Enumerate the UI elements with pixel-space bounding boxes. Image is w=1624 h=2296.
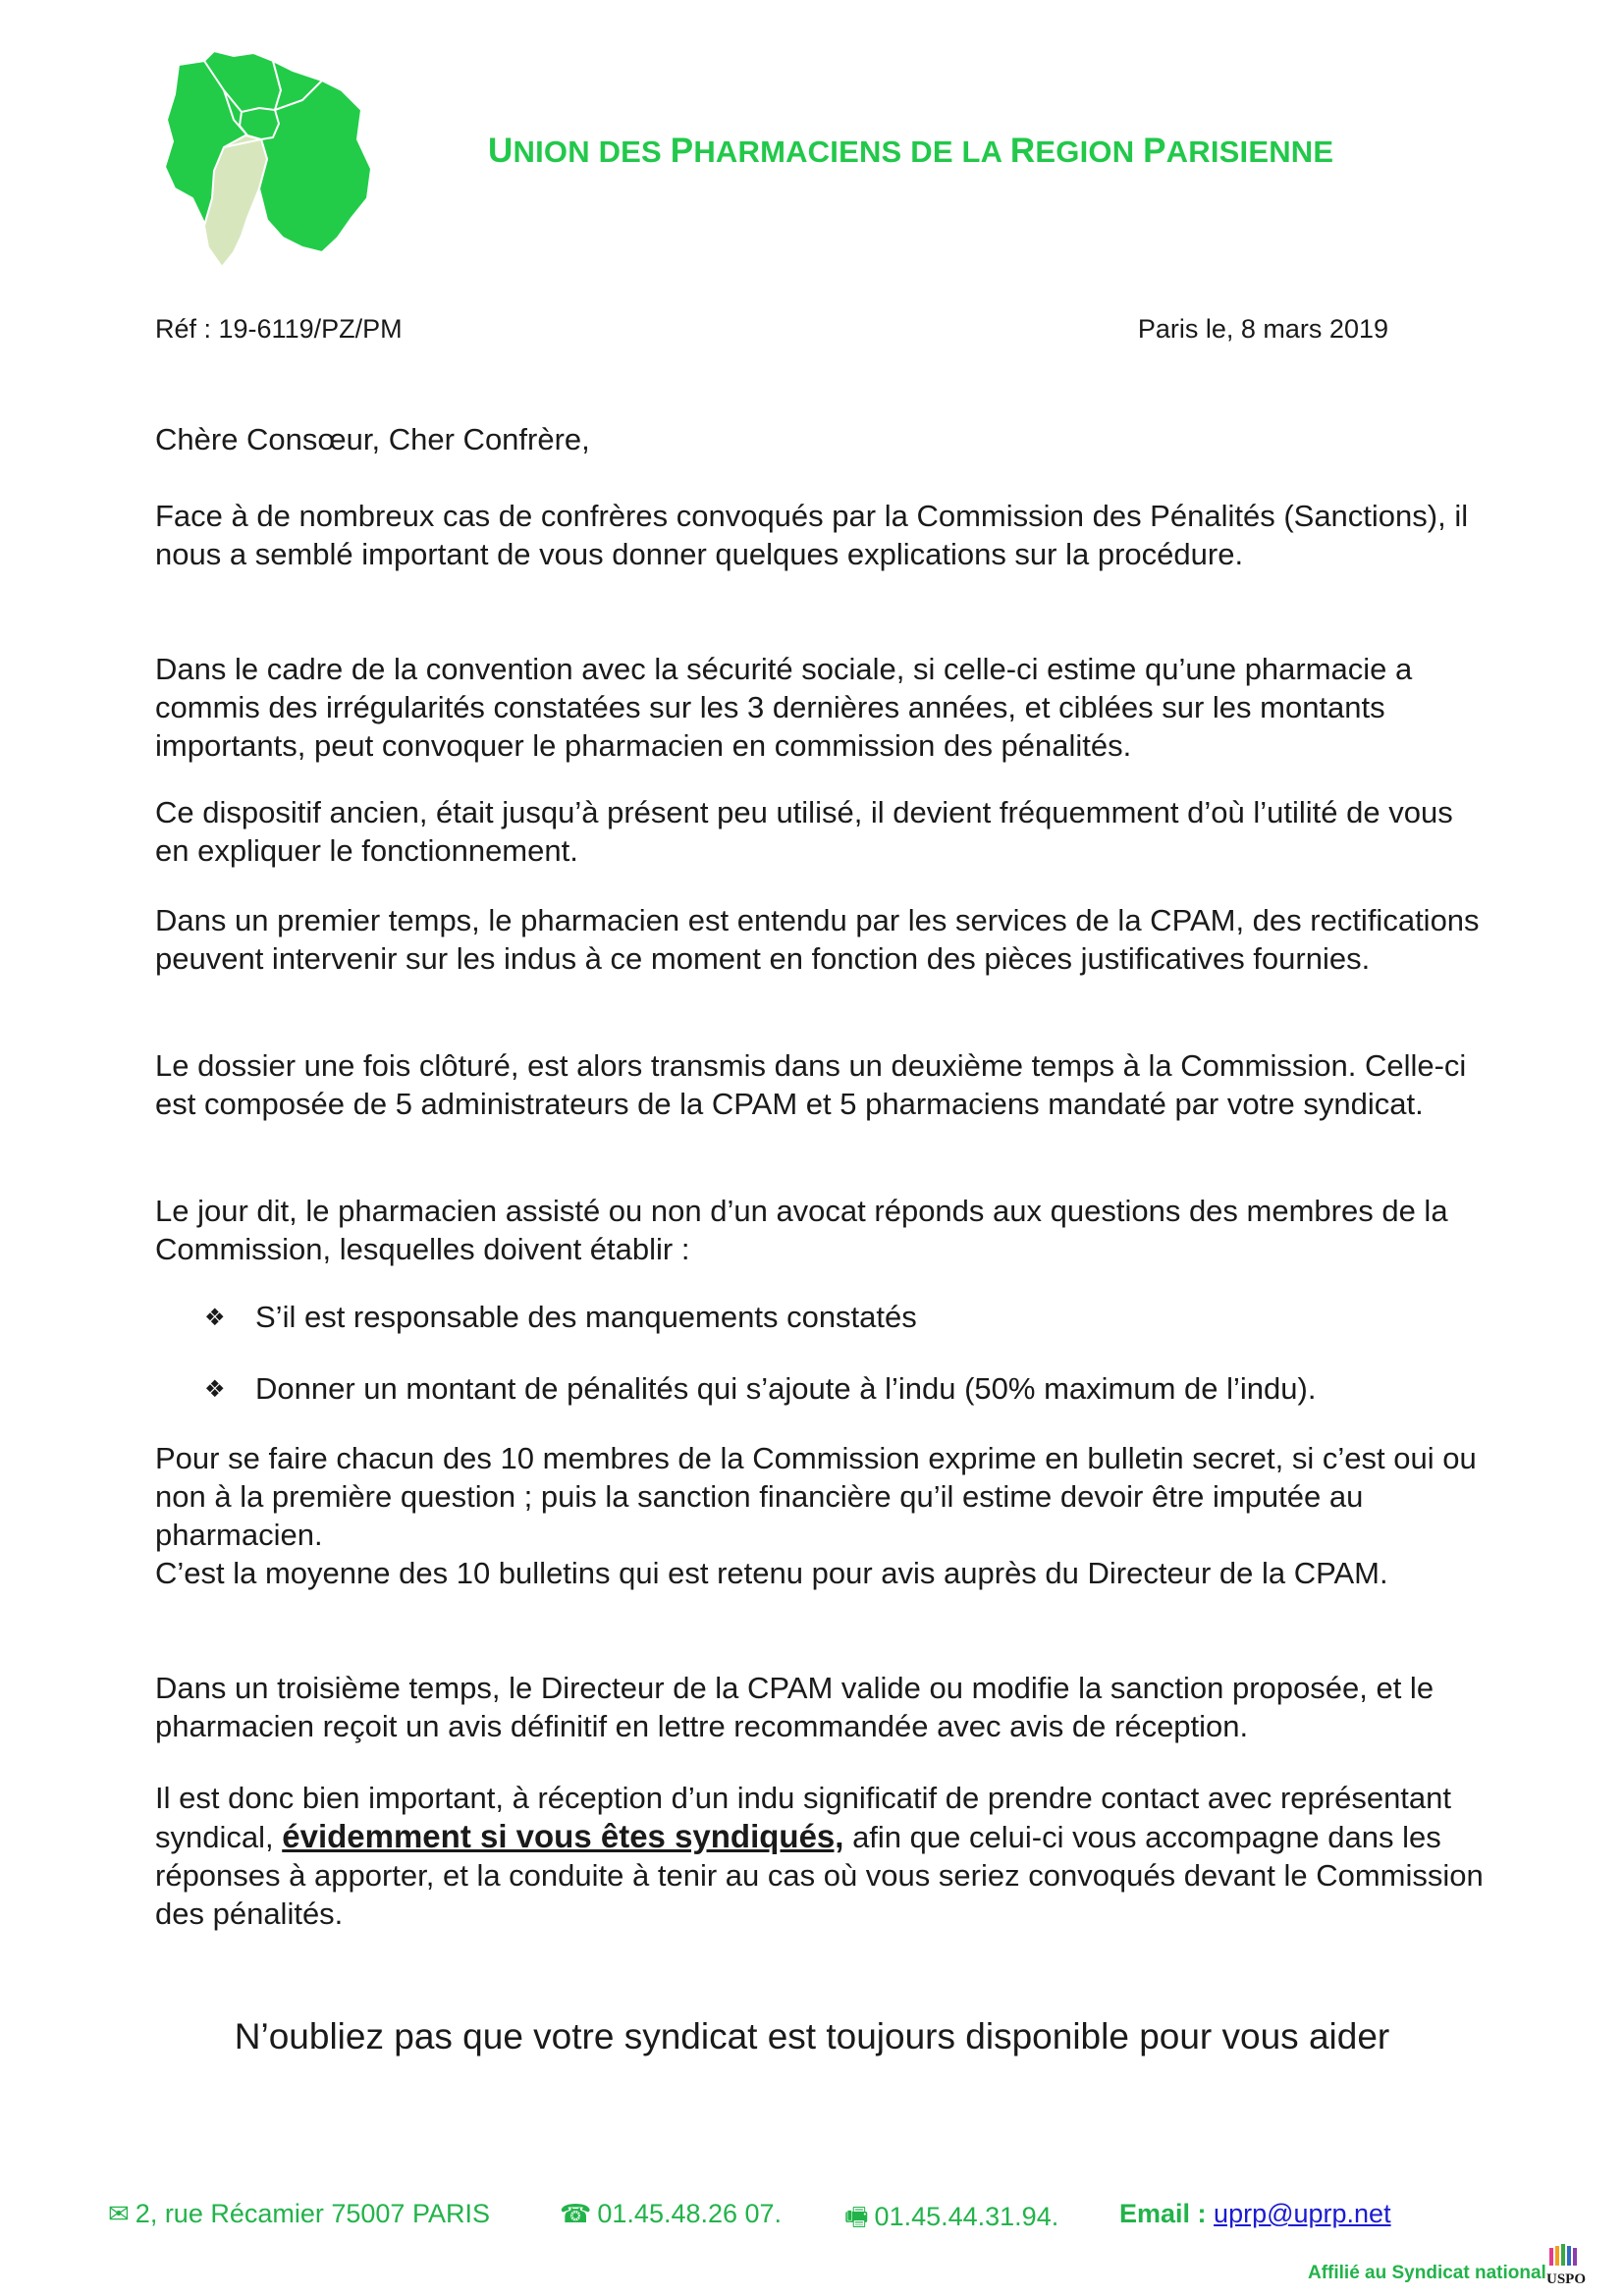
closing-line: N’oubliez pas que votre syndicat est toujours disponible pour vous aider bbox=[234, 2016, 1390, 2056]
fax-icon: 🖷 bbox=[844, 2202, 869, 2231]
email-link[interactable]: uprp@uprp.net bbox=[1214, 2199, 1391, 2228]
affiliation-text: Affilié au Syndicat national bbox=[1308, 2263, 1546, 2283]
organization-name: UNION DES PHARMACIENS DE LA REGION PARISIENNE bbox=[488, 132, 1334, 170]
diamond-bullet-icon: ❖ bbox=[204, 1305, 226, 1331]
paragraph-first-step: Dans un premier temps, le pharmacien est entendu par les services de la CPAM, des rectifications peuvent intervenir sur les indus à ce moment en fonction des pièces justificatives fournies. bbox=[155, 903, 1480, 976]
envelope-icon: ✉ bbox=[108, 2199, 130, 2228]
footer-fax: 🖷 01.45.44.31.94. bbox=[844, 2202, 1059, 2231]
emphasis-syndiques: évidemment si vous êtes syndiqués, bbox=[282, 1818, 844, 1854]
paragraph-hearing: Le jour dit, le pharmacien assisté ou non d’un avocat réponds aux questions des membres de la Commission, lesquelles doivent établir : bbox=[155, 1194, 1448, 1266]
footer-email: Email : uprp@uprp.net bbox=[1119, 2199, 1391, 2228]
diamond-bullet-icon: ❖ bbox=[204, 1376, 226, 1403]
paragraph-vote: Pour se faire chacun des 10 membres de la Commission exprime en bulletin secret, si c’est oui ou non à la première question ; puis la sanction financière qu’il estime devoir être imputée au pharmacien. bbox=[155, 1441, 1477, 1552]
paragraph-third-step: Dans un troisième temps, le Directeur de la CPAM valide ou modifie la sanction proposée, et le pharmacien reçoit un avis définitif en lettre recommandée avec avis de réception. bbox=[155, 1671, 1435, 1743]
phone-icon: ☎ bbox=[560, 2199, 592, 2228]
paragraph-dispositif: Ce dispositif ancien, était jusqu’à présent peu utilisé, il devient fréquemment d’où l’utilité de vous en expliquer le fonctionnement. bbox=[155, 795, 1453, 868]
paragraph-contact: Il est donc bien important, à réception d’un indu significatif de prendre contact avec représentant syndical, évidemment si vous êtes syndiqués, afin que celui-ci vous accompagne dans les réponses à apporter, et la conduite à tenir au cas où vous seriez convoqués devant le Commission des pénalités. bbox=[155, 1781, 1484, 1931]
paragraph-average: C’est la moyenne des 10 bulletins qui est retenu pour avis auprès du Directeur de la CPAM. bbox=[155, 1556, 1388, 1590]
region-map-logo bbox=[165, 51, 460, 269]
uspo-logo bbox=[1543, 2244, 1598, 2293]
letter-date: Paris le, 8 mars 2019 bbox=[1137, 314, 1388, 344]
footer-address: ✉ 2, rue Récamier 75007 PARIS bbox=[108, 2199, 490, 2228]
list-item: ❖ S’il est responsable des manquements constatés bbox=[204, 1298, 917, 1337]
paragraph-second-step: Le dossier une fois clôturé, est alors transmis dans un deuxième temps à la Commission. Celle-ci est composée de 5 administrateurs de la CPAM et 5 pharmaciens mandaté par votre syndicat. bbox=[155, 1048, 1467, 1121]
uspo-logo-text: USPO bbox=[1546, 2271, 1587, 2287]
paragraph-intro: Face à de nombreux cas de confrères convoqués par la Commission des Pénalités (Sanctions), il nous a semblé important de vous donner quelques explications sur la procédure. bbox=[155, 499, 1469, 571]
list-item: ❖ Donner un montant de pénalités qui s’ajoute à l’indu (50% maximum de l’indu). bbox=[204, 1369, 1316, 1409]
salutation: Chère Consœur, Cher Confrère, bbox=[155, 422, 590, 456]
footer-phone: ☎ 01.45.48.26 07. bbox=[560, 2199, 783, 2228]
paragraph-convention: Dans le cadre de la convention avec la sécurité sociale, si celle-ci estime qu’une pharmacie a commis des irrégularités constatées sur les 3 dernières années, et ciblées sur les montants importants, peut convoquer le pharmacien en commission des pénalités. bbox=[155, 652, 1413, 763]
reference-number: Réf : 19-6119/PZ/PM bbox=[155, 314, 403, 344]
